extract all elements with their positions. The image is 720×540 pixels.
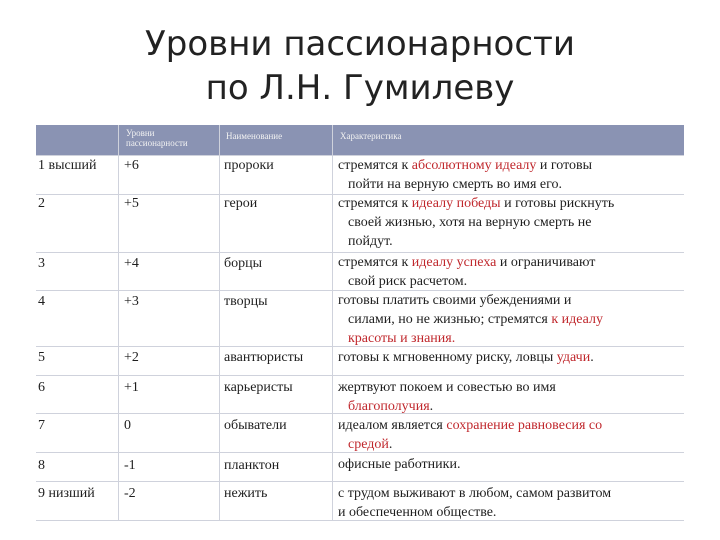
row-1-name: пророки (224, 158, 274, 173)
title-line-2: по Л.Н. Гумилеву (205, 68, 515, 108)
text: готовы к мгновенному риску, ловцы (338, 350, 557, 365)
grid-column (118, 125, 119, 521)
highlight: абсолютному идеалу (411, 158, 537, 173)
text: идеалом является (338, 418, 447, 433)
text: стремятся к (338, 158, 412, 173)
text: и обеспеченном обществе. (338, 505, 497, 520)
row-5-level: +2 (124, 350, 139, 365)
row-9-number: 9 низший (38, 486, 95, 501)
row-3-characteristic (338, 253, 684, 291)
row-8-characteristic (338, 455, 684, 474)
header-name: Наименование (226, 131, 283, 141)
row-1-number: 1 высший (38, 158, 97, 173)
row-3-name: борцы (224, 256, 263, 271)
row-6-level: +1 (124, 380, 139, 395)
row-8-level: -1 (124, 458, 136, 473)
row-4-level: +3 (124, 294, 139, 309)
title-line-1: Уровни пассионарности (145, 24, 575, 64)
row-2-level: +5 (124, 196, 139, 211)
text: своей жизнью, хотя на верную смерть не (348, 215, 592, 230)
text: . (590, 350, 594, 365)
row-9-name: нежить (224, 486, 268, 501)
grid-column (332, 125, 333, 521)
text: стремятся к (338, 255, 412, 270)
text: готовы платить своими убеждениями и (338, 293, 572, 308)
text: жертвуют покоем и совестью во имя (338, 380, 556, 395)
row-8-number: 8 (38, 458, 45, 473)
highlight: средой (348, 437, 389, 452)
row-9-level: -2 (124, 486, 136, 501)
text: свой риск расчетом. (348, 274, 468, 289)
highlight: красоты и знания. (348, 331, 456, 346)
row-3-level: +4 (124, 256, 139, 271)
row-6-characteristic (338, 378, 684, 416)
row-6-number: 6 (38, 380, 45, 395)
row-2-characteristic (338, 194, 684, 251)
highlight: сохранение равновесия со (446, 418, 603, 433)
page-title (0, 22, 720, 110)
text: пойти на верную смерть во имя его. (348, 177, 563, 192)
text: и ограничивают (496, 255, 596, 270)
row-2-number: 2 (38, 196, 45, 211)
row-7-name: обыватели (224, 418, 287, 433)
row-7-level: 0 (124, 418, 131, 433)
grid-row (36, 375, 684, 376)
header-characteristic: Характеристика (340, 131, 402, 141)
row-5-number: 5 (38, 350, 45, 365)
row-1-characteristic (338, 156, 684, 194)
text: и готовы (536, 158, 593, 173)
row-1-level: +6 (124, 158, 139, 173)
row-5-name: авантюристы (224, 350, 304, 365)
header-level: Уровни пассионарности (126, 128, 188, 148)
row-8-name: планктон (224, 458, 280, 473)
text: силами, но не жизнью; стремятся (348, 312, 552, 327)
text: стремятся к (338, 196, 412, 211)
highlight: к идеалу (551, 312, 603, 327)
row-6-name: карьеристы (224, 380, 293, 395)
row-7-characteristic (338, 416, 684, 454)
row-2-name: герои (224, 196, 258, 211)
row-4-number: 4 (38, 294, 45, 309)
row-4-characteristic (338, 291, 684, 348)
row-5-characteristic (338, 348, 684, 367)
highlight: идеалу успеха (411, 255, 497, 270)
grid-row (36, 481, 684, 482)
highlight: удачи (556, 350, 591, 365)
row-4-name: творцы (224, 294, 268, 309)
highlight: идеалу победы (411, 196, 501, 211)
text: офисные работники. (338, 457, 461, 472)
row-7-number: 7 (38, 418, 45, 433)
text: . (388, 437, 393, 452)
highlight: благополучия (348, 399, 430, 414)
row-9-characteristic (338, 484, 684, 522)
text: пойдут. (348, 234, 393, 249)
text: и готовы рискнуть (500, 196, 615, 211)
grid-column (219, 125, 220, 521)
row-3-number: 3 (38, 256, 45, 271)
text: с трудом выживают в любом, самом развитом (338, 486, 612, 501)
text: . (429, 399, 434, 414)
